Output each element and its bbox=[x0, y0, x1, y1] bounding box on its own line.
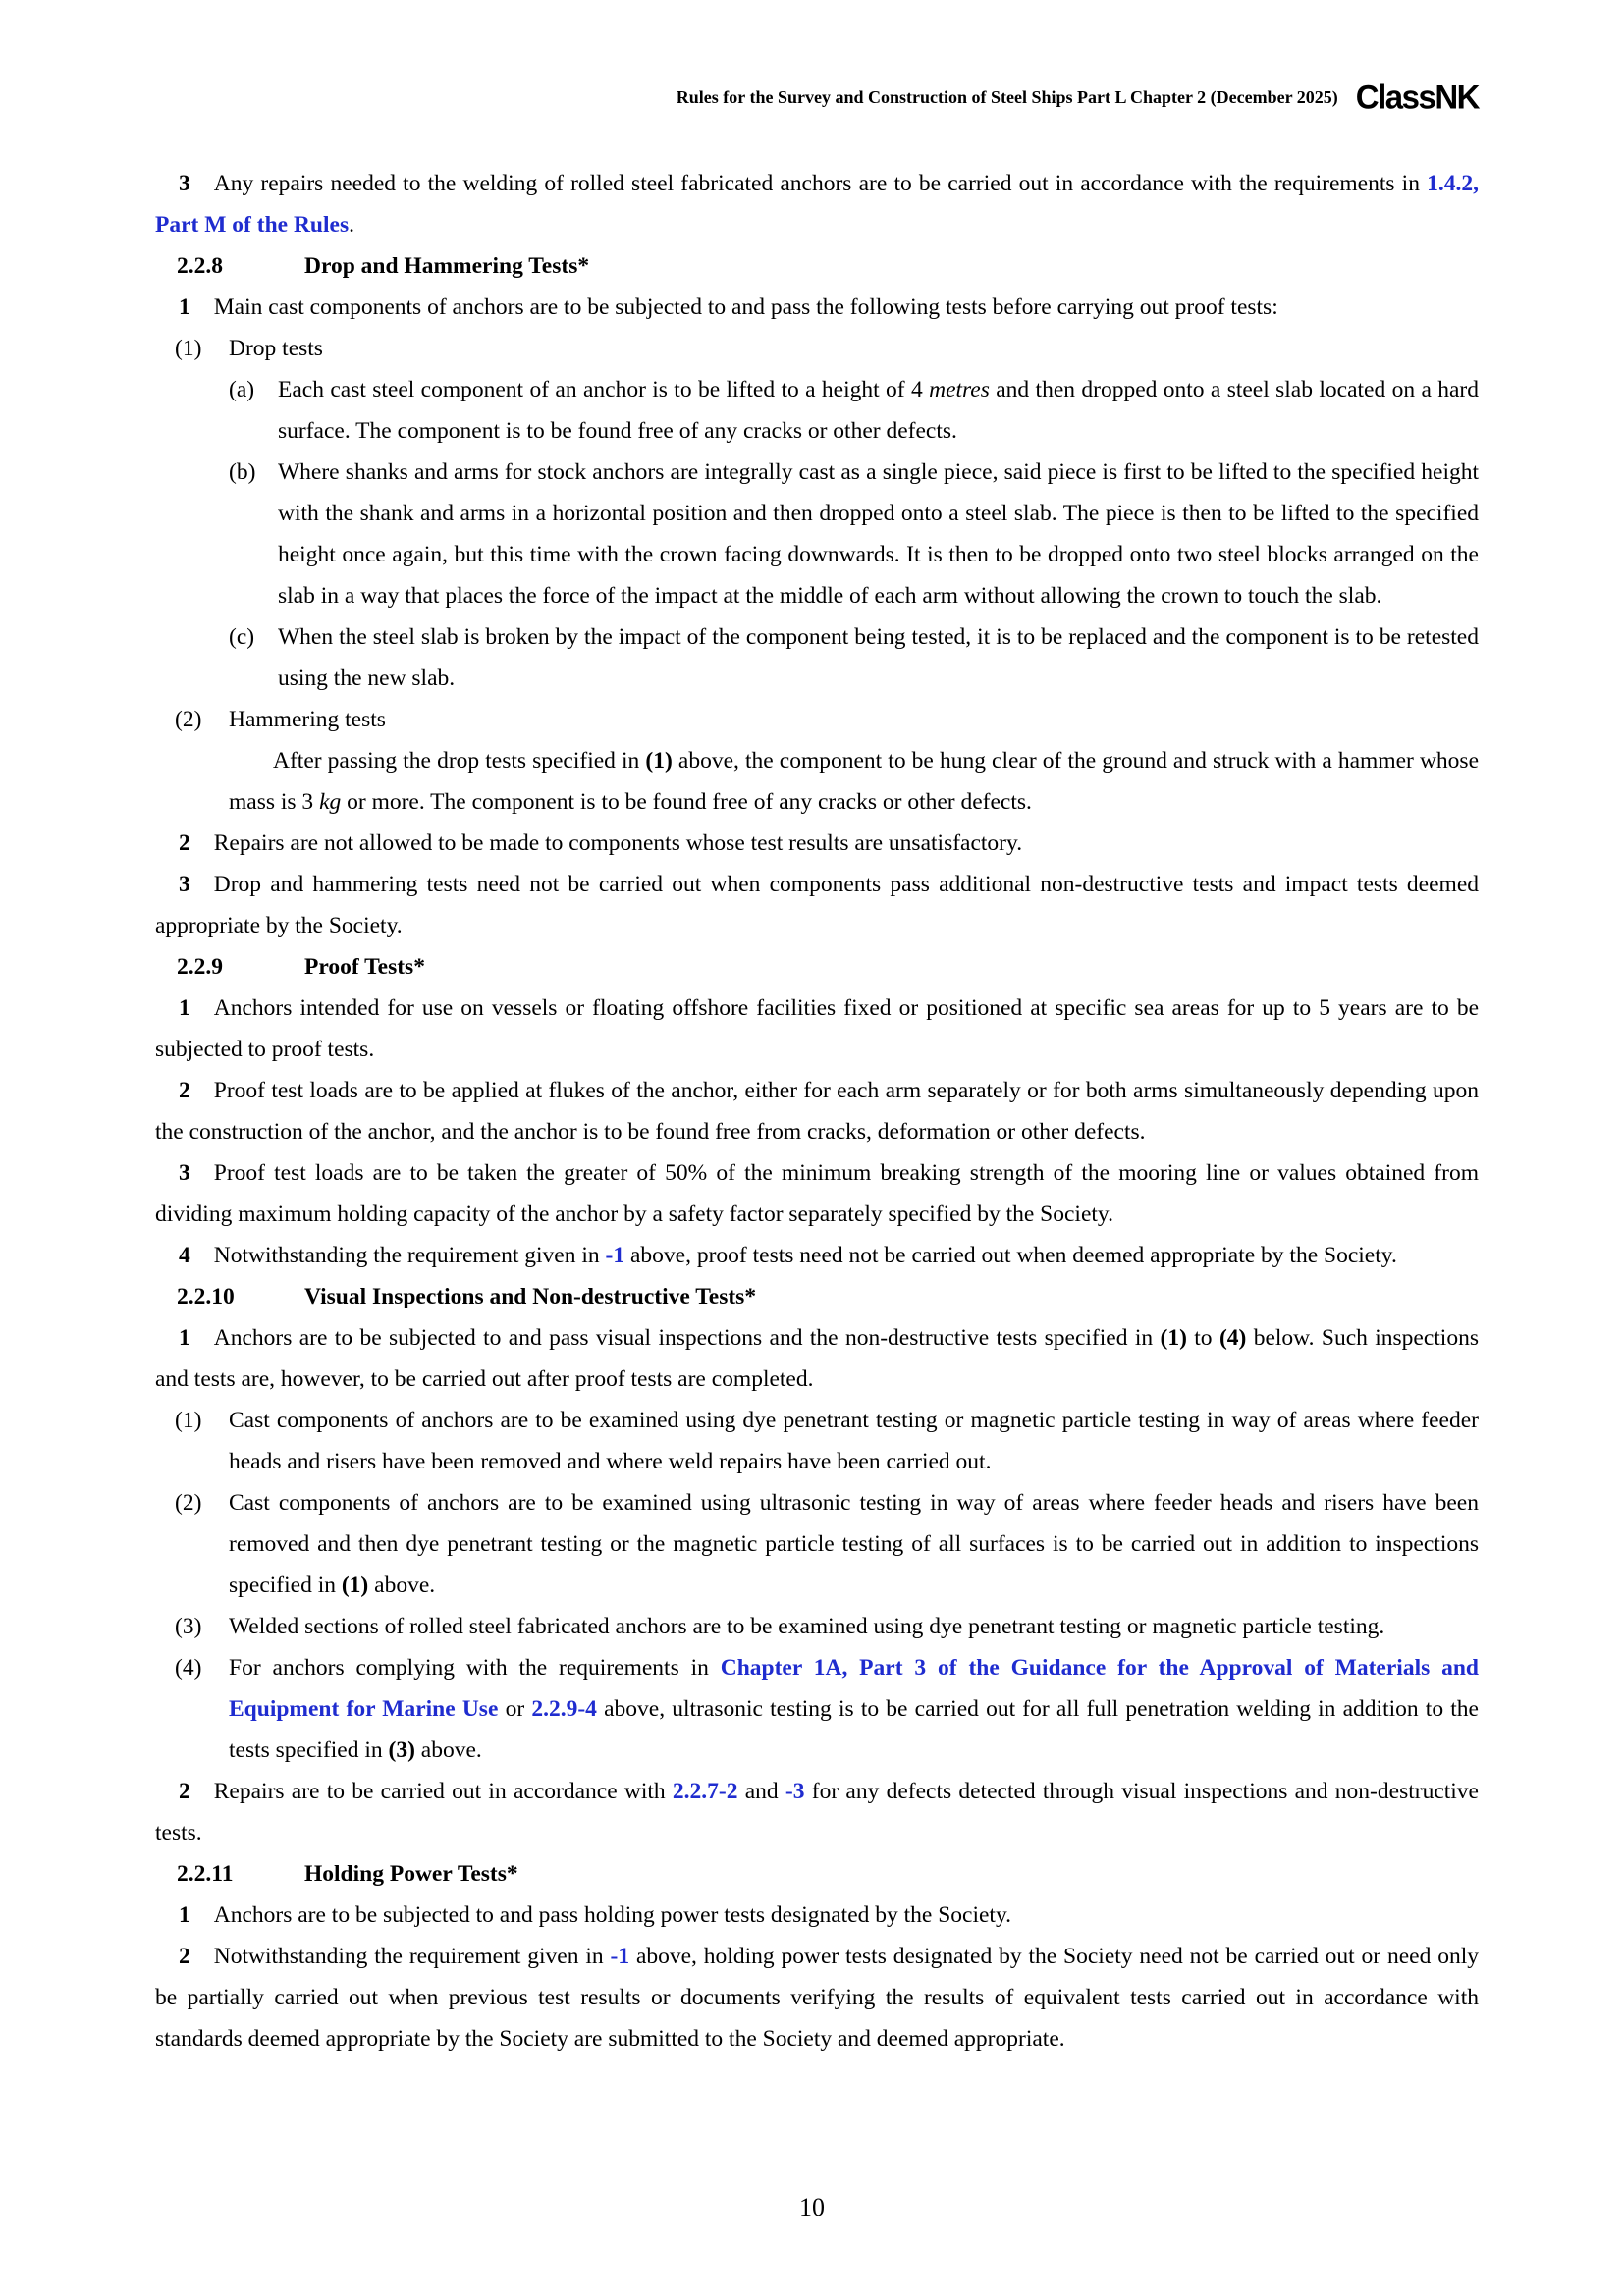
paragraph-2-2-9-3: 3 Proof test loads are to be taken the greater of 50% of the minimum breaking strength of the mooring line or values obtained from dividing maximum holding capacity of the anchor by a safety factor separately specified by the Society. bbox=[155, 1160, 1479, 1227]
hammering-tests-paragraph: After passing the drop tests specified in (1) above, the component to be hung clear of the ground and struck with a hammer whose mass is 3 kg or more. The component is to be found free of any cracks or other defects. bbox=[229, 748, 1479, 815]
list-subitem-b: (b) Where shanks and arms for stock anchors are integrally cast as a single piece, said piece is first to be lifted to the specified height with the shank and arms in a horizontal position and then dropped onto a steel slab. The piece is then to be lifted to the specified height once again, but this time with the crown facing downwards. It is then to be dropped onto two steel blocks arranged on the slab in a way that places the force of the impact at the middle of each arm without allowing the crown to touch the slab. bbox=[229, 459, 1479, 609]
paragraph-2-2-11-1: 1 Anchors are to be subjected to and pass holding power tests designated by the Society. bbox=[179, 1902, 1012, 1928]
list-item-4: (4) For anchors complying with the requirements in Chapter 1A, Part 3 of the Guidance for the Approval of Materials and Equipment for Marine Use or 2.2.9-4 above, ultrasonic testing is to be carried out for all full penetration welding in addition to the tests specified in (3) above. bbox=[175, 1655, 1479, 1763]
heading-2-2-10: 2.2.10 Visual Inspections and Non-destructive Tests* bbox=[177, 1284, 757, 1309]
link-minus-1[interactable]: -1 bbox=[605, 1243, 625, 1268]
link-minus-1[interactable]: -1 bbox=[610, 1944, 630, 1969]
heading-2-2-9: 2.2.9 Proof Tests* bbox=[177, 954, 425, 980]
page-header bbox=[677, 79, 1479, 116]
paragraph-number: 3 bbox=[179, 171, 190, 196]
paragraph-2-2-11-2: 2 Notwithstanding the requirement given in -1 above, holding power tests designated by the Society need not be carried out or need only be partially carried out when previous test results or documents verifying the results of equivalent tests carried out in accordance with standards deemed appropriate by the Society are submitted to the Society and deemed appropriate. bbox=[155, 1944, 1480, 2052]
paragraph-2-2-8-2: 2 Repairs are not allowed to be made to components whose test results are unsatisfactory. bbox=[179, 830, 1023, 856]
document-body bbox=[155, 163, 1479, 2059]
list-subitem-c: (c) When the steel slab is broken by the impact of the component being tested, it is to be replaced and the component is to be retested using the new slab. bbox=[229, 624, 1479, 691]
link-minus-3[interactable]: -3 bbox=[785, 1779, 805, 1804]
list-subitem-a: (a) Each cast steel component of an anchor is to be lifted to a height of 4 metres and then dropped onto a steel slab located on a hard surface. The component is to be found free of any cracks or other defects. bbox=[229, 377, 1479, 444]
paragraph-2-2-8-1: 1 Main cast components of anchors are to be subjected to and pass the following tests before carrying out proof tests: bbox=[179, 294, 1278, 320]
heading-2-2-8: 2.2.8 Drop and Hammering Tests* bbox=[177, 253, 590, 279]
paragraph-2-2-9-4: 4 Notwithstanding the requirement given in -1 above, proof tests need not be carried out when deemed appropriate by the Society. bbox=[179, 1243, 1397, 1268]
paragraph-2-2-7-3: 3 Any repairs needed to the welding of rolled steel fabricated anchors are to be carried out in accordance with the requirements in 1.4.2, Part M of the Rules. bbox=[155, 171, 1479, 238]
paragraph-2-2-9-1: 1 Anchors intended for use on vessels or floating offshore facilities fixed or positioned at specific sea areas for up to 5 years are to be subjected to proof tests. bbox=[155, 995, 1479, 1062]
link-chapter-1a-guidance[interactable]: Chapter 1A, Part 3 of the Guidance for the Approval of Materials and Equipment for Marine Use bbox=[229, 1655, 1479, 1722]
list-item-1: (1) Cast components of anchors are to be examined using dye penetrant testing or magnetic particle testing in way of areas where feeder heads and risers have been removed and where weld repairs have been carried out. bbox=[175, 1408, 1479, 1474]
paragraph-2-2-10-2: 2 Repairs are to be carried out in accordance with 2.2.7-2 and -3 for any defects detected through visual inspections and non-destructive tests. bbox=[155, 1779, 1479, 1845]
list-item-2: (2) Cast components of anchors are to be examined using ultrasonic testing in way of areas where feeder heads and risers have been removed and then dye penetrant testing or the magnetic particle testing of all surfaces is to be carried out in addition to inspections specified in (1) above. bbox=[175, 1490, 1479, 1598]
list-item-3: (3) Welded sections of rolled steel fabricated anchors are to be examined using dye penetrant testing or magnetic particle testing. bbox=[175, 1614, 1385, 1639]
heading-2-2-11: 2.2.11 Holding Power Tests* bbox=[177, 1861, 518, 1887]
paragraph-2-2-10-1: 1 Anchors are to be subjected to and pass visual inspections and the non-destructive tests specified in (1) to (4) below. Such inspections and tests are, however, to be carried out after proof tests are completed. bbox=[155, 1325, 1479, 1392]
classnk-logo: ClassNK bbox=[1355, 78, 1479, 116]
paragraph-2-2-9-2: 2 Proof test loads are to be applied at flukes of the anchor, either for each arm separately or for both arms simultaneously depending upon the construction of the anchor, and the anchor is to be found free from cracks, deformation or other defects. bbox=[155, 1078, 1479, 1145]
paragraph-2-2-8-3: 3 Drop and hammering tests need not be carried out when components pass additional non-destructive tests and impact tests deemed appropriate by the Society. bbox=[155, 872, 1479, 938]
list-item-drop-tests: (1) Drop tests bbox=[175, 336, 323, 361]
link-2-2-7-2[interactable]: 2.2.7-2 bbox=[672, 1779, 738, 1804]
link-1-4-2-part-m[interactable]: 1.4.2, Part M of the Rules bbox=[155, 171, 1479, 238]
header-title: Rules for the Survey and Construction of Steel Ships Part L Chapter 2 (December 2025) bbox=[676, 86, 1338, 107]
link-2-2-9-4[interactable]: 2.2.9-4 bbox=[531, 1696, 597, 1722]
list-item-hammering-tests: (2) Hammering tests bbox=[175, 707, 386, 732]
page-number: 10 bbox=[799, 2193, 825, 2221]
